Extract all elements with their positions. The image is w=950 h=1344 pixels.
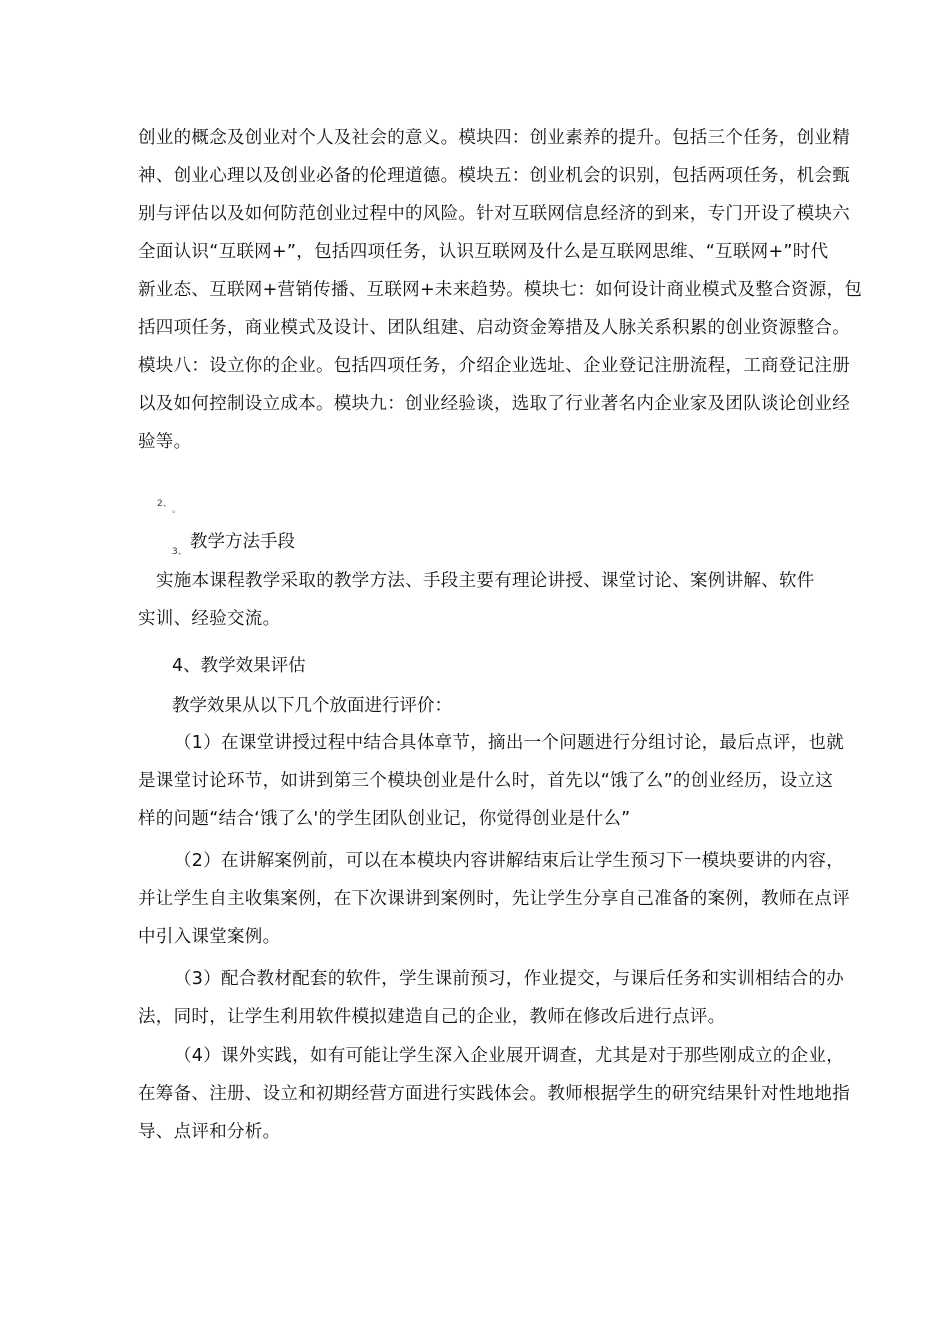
text-line: 创业的概念及创业对个人及社会的意义。模块四：创业素养的提升。包括三个任务，创业精 [138,128,850,148]
text-line: 中引入课堂案例。 [138,927,281,947]
text-line: 导、点评和分析。 [138,1122,281,1142]
text-line: （3）配合教材配套的软件，学生课前预习，作业提交，与课后任务和实训相结合的办 [174,969,845,989]
section-3-marker: 3、 [172,547,187,557]
section-4-heading: 4、教学效果评估 [172,656,306,676]
text-line: 验等。 [138,432,192,452]
text-line: 模块八：设立你的企业。包括四项任务，介绍企业选址、企业登记注册流程，工商登记注册 [138,356,850,376]
text-line: 以及如何控制设立成本。模块九：创业经验谈，选取了行业著名内企业家及团队谈论创业经 [138,394,850,414]
text-line: 全面认识“互联网+”，包括四项任务，认识互联网及什么是互联网思维、“互联网+”时代 [138,242,829,262]
section-2-marker: 2、 [157,499,172,509]
section-4-intro: 教学效果从以下几个放面进行评价： [172,696,452,716]
text-line: 样的问题“结合‘饿了么'的学生团队创业记，你觉得创业是什么” [138,809,631,829]
evaluation-item-2 [138,842,850,956]
intro-paragraph [138,119,863,461]
text-line: （2）在讲解案例前，可以在本模块内容讲解结束后让学生预习下一模块要讲的内容， [174,851,845,871]
text-line: 神、创业心理以及创业必备的伦理道德。模块五：创业机会的识别，包括两项任务，机会甄 [138,166,850,186]
text-line: 新业态、互联网+营销传播、互联网+未来趋势。模块七：如何设计商业模式及整合资源，包 [138,280,863,300]
evaluation-item-3 [138,960,845,1036]
section-2-dot: 。 [172,505,182,515]
evaluation-item-4 [138,1037,850,1151]
text-line: （1）在课堂讲授过程中结合具体章节，摘出一个问题进行分组讨论，最后点评，也就 [174,733,845,753]
text-line: 实施本课程教学采取的教学方法、手段主要有理论讲授、课堂讨论、案例讲解、软件 [156,571,815,591]
section-3-body [138,562,828,638]
text-line: （4）课外实践，如有可能让学生深入企业展开调查，尤其是对于那些刚成立的企业， [174,1046,845,1066]
text-line: 是课堂讨论环节，如讲到第三个模块创业是什么时，首先以“饿了么”的创业经历，设立这 [138,771,834,791]
text-line: 在筹备、注册、设立和初期经营方面进行实践体会。教师根据学生的研究结果针对性地地指 [138,1084,850,1104]
evaluation-item-1 [138,724,845,838]
section-3-heading: 教学方法手段 [190,532,295,552]
text-line: 实训、经验交流。 [138,609,281,629]
text-line: 并让学生自主收集案例，在下次课讲到案例时，先让学生分享自己准备的案例，教师在点评 [138,889,850,909]
text-line: 括四项任务，商业模式及设计、团队组建、启动资金筹措及人脉关系积累的创业资源整合。 [138,318,850,338]
text-line: 法，同时，让学生利用软件模拟建造自己的企业，教师在修改后进行点评。 [138,1007,726,1027]
text-line: 别与评估以及如何防范创业过程中的风险。针对互联网信息经济的到来，专门开设了模块六 [138,204,850,224]
